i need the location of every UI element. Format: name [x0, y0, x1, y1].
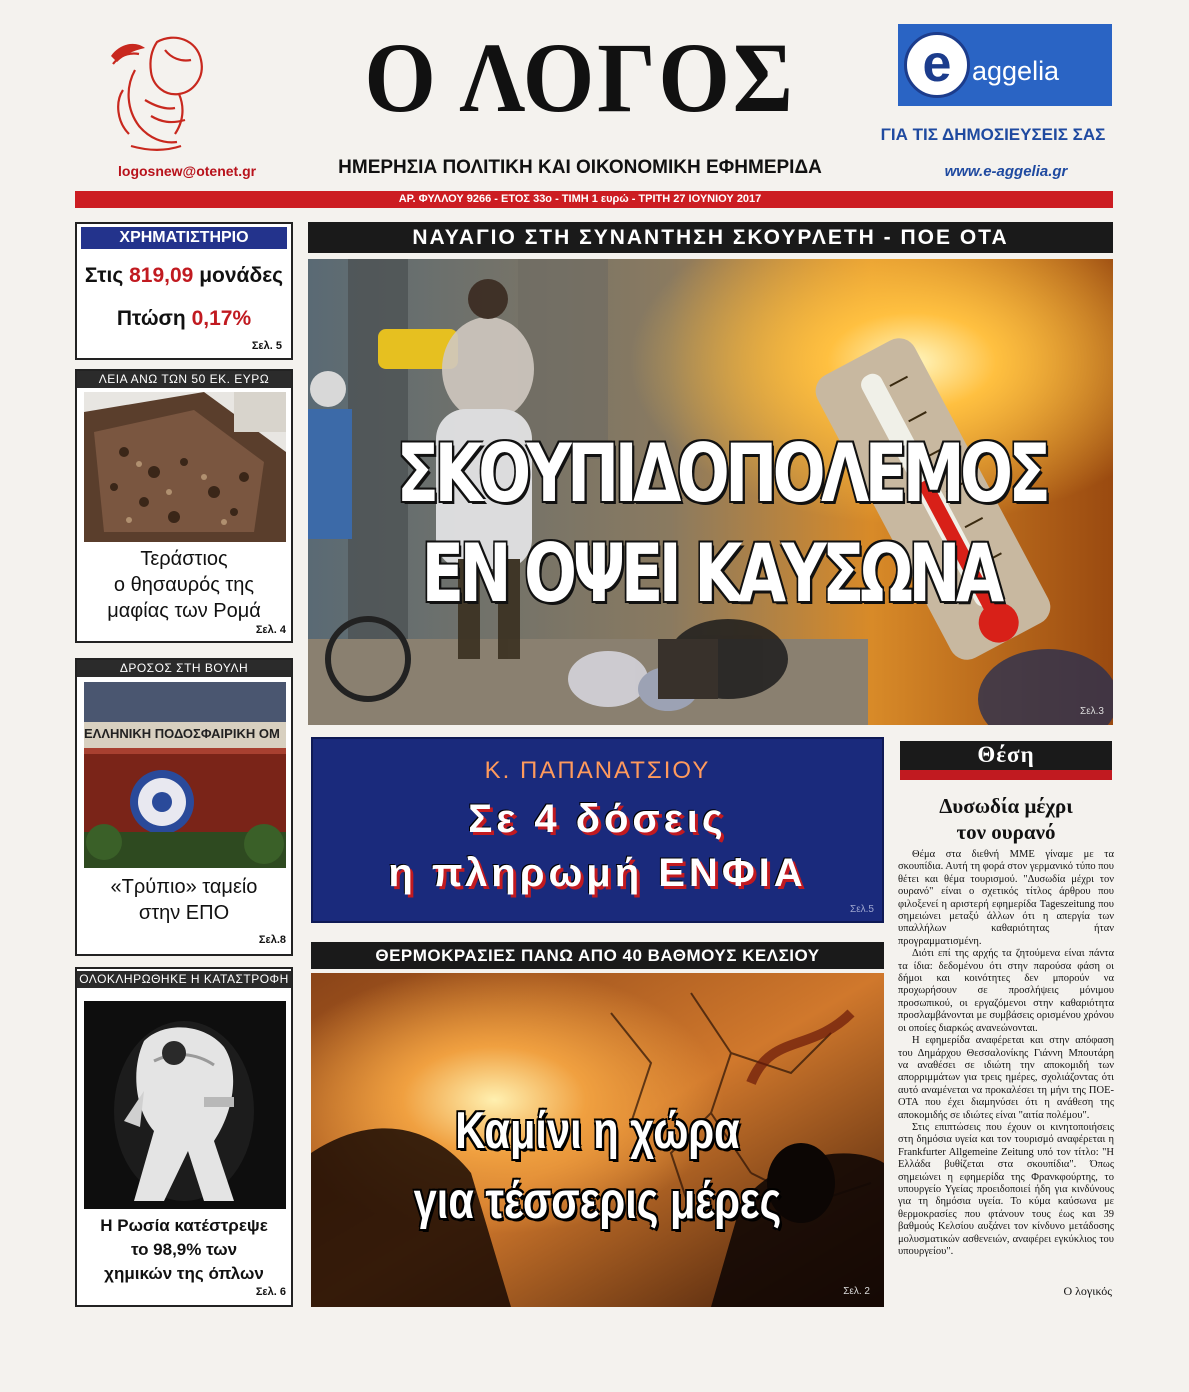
newspaper-title: Ο ΛΟΓΟΣ: [364, 22, 796, 133]
lead-headline-line-2: ΕΝ ΟΨΕΙ ΚΑΥΣΩΝΑ: [421, 527, 1000, 620]
eaggelia-logo-icon: e: [904, 32, 970, 98]
russia-story-title: [80, 1214, 288, 1286]
lead-headline-line-1: ΣΚΟΥΠΙΔΟΠΟΛΕΜΟΣ: [396, 427, 1047, 520]
opinion-signature: Ο λογικός: [1063, 1284, 1112, 1298]
epo-building-sign: ΕΛΛΗΝΙΚΗ ΠΟΔΟΣΦΑΙΡΙΚΗ ΟΜ: [84, 726, 280, 741]
newspaper-subtitle: ΗΜΕΡΗΣΙΑ ΠΟΛΙΤΙΚΗ ΚΑΙ ΟΙΚΟΝΟΜΙΚΗ ΕΦΗΜΕΡΙΔΑ: [338, 157, 822, 178]
eaggelia-ad-caption: ΓΙΑ ΤΙΣ ΔΗΜΟΣΙΕΥΣΕΙΣ ΣΑΣ: [880, 125, 1106, 144]
heat-headline-line-2: για τέσσερις μέρες: [413, 1172, 782, 1230]
opinion-paragraph: Στις επιπτώσεις που έχουν οι κινητοποιήσεις στη δημόσια υγεία και τον τουρισμό αναφέρεται η Frankfurter Allgemeine Zeitung υπό τον τίτλο: "Η Ελλάδα βυθίζεται στα σκουπίδια". Όπως σημειώνει η εφημερίδα της Φρανκφούρτης, το υπουργείο Υγείας προειδοποιεί ήδη για κινδύνους για τη δημόσια υγεία. Το κύμα καύσωνα με θερμοκρασίες που φτάνουν τους έως και 39 βαθμούς Κελσίου αυξάνει τον κίνδυνο μετάδοσης μολυσματικών ασθενειών, αναφέρει εγκύκλιος του υπουργείου".: [898, 1121, 1114, 1257]
stock-points-pre: Στις: [84, 264, 124, 287]
opinion-title-line-1: Δυσωδία μέχρι: [939, 794, 1073, 818]
russia-title-line-3: χημικών της όπλων: [104, 1264, 264, 1283]
stock-points-value: 819,09: [129, 264, 194, 287]
roma-title-line-3: μαφίας των Ρομά: [107, 600, 261, 622]
opinion-label: Θέση: [977, 742, 1035, 767]
russia-title-line-2: το 98,9% των: [130, 1240, 238, 1259]
epo-title-line-2: στην ΕΠΟ: [138, 902, 230, 924]
enfia-headline-line-1: Σε 4 δόσεις: [468, 797, 727, 841]
heat-page-ref: Σελ. 2: [843, 1286, 870, 1297]
epo-story-kicker: ΔΡΟΣΟΣ ΣΤΗ ΒΟΥΛΗ: [77, 660, 291, 677]
russia-story-kicker: ΟΛΟΚΛΗΡΩΘΗΚΕ Η ΚΑΤΑΣΤΡΟΦΗ: [77, 971, 291, 988]
lead-story-headline: [396, 424, 1047, 624]
enfia-story-kicker: Κ. ΠΑΠΑΝΑΤΣΙΟΥ: [484, 757, 711, 784]
issue-info-text: ΑΡ. ΦΥΛΛΟΥ 9266 - ΕΤΟΣ 33ο - ΤΙΜΗ 1 ευρώ - ΤΡΙΤΗ 27 ΙΟΥΝΙΟΥ 2017: [398, 193, 762, 205]
lead-story-kicker-bar: ΝΑΥΑΓΙΟ ΣΤΗ ΣΥΝΑΝΤΗΣΗ ΣΚΟΥΡΛΕΤΗ - ΠΟΕ ΟΤΑ: [308, 222, 1113, 253]
heat-headline-line-1: Καμίνι η χώρα: [455, 1102, 740, 1160]
epo-page-ref: Σελ.8: [258, 934, 286, 946]
epo-building-photo: [84, 682, 286, 868]
opinion-label-accent: [900, 770, 1112, 780]
stock-points-post: μονάδες: [199, 264, 284, 287]
stock-change-pre: Πτώση: [116, 307, 186, 330]
epo-story-title: [80, 874, 288, 926]
roma-treasure-photo: [84, 392, 286, 542]
lead-story-page-ref: Σελ.3: [1080, 706, 1104, 717]
chemical-weapons-photo: [84, 1001, 286, 1209]
russia-page-ref: Σελ. 6: [255, 1286, 286, 1298]
stock-points-line: [82, 264, 286, 288]
roma-story-title: [80, 546, 288, 624]
eaggelia-ad-url: www.e-aggelia.gr: [944, 163, 1068, 180]
enfia-page-ref: Σελ.5: [850, 904, 874, 915]
opinion-paragraph: Θέμα στα διεθνή ΜΜΕ γίναμε με τα σκουπίδια. Αυτή τη φορά στον γερμανικό τύπο που θέτει και θέμα τουρισμού. "Δυσωδία μέχρι τον ουρανό" είναι ο σχετικός τίτλος άρθρου που φιλοξενεί η αριστερή εφημερίδα Tageszeitung που σημειώνει μεταξύ άλλων ότι η απεργία των υπαλλήλων καθαριότητας ήταν προγραμματισμένη.: [898, 849, 1114, 947]
opinion-paragraph: Διότι επί της αρχής τα ζητούμενα είναι πάντα τα ίδια: δεδομένου ότι στην παρούσα φάση οι δήμοι και κοινότητες δεν μπορούν να προχωρήσουν σε προσλήψεις μόνιμου προσωπικού, οι εργαζόμενοι στην καθαριότητα προσλαμβάνονται με συμβάσεις ορισμένου χρόνου οι οποίες διαρκώς ανανεώνονται.: [898, 948, 1114, 1034]
newspaper-emblem-logo: [105, 30, 225, 155]
opinion-title-line-2: τον ουρανό: [956, 820, 1056, 844]
opinion-paragraph: Η εφημερίδα αναφέρεται και στην απόφαση του Δημάρχου Θεσσαλονίκης Γιάννη Μπουτάρη να αναθέσει σε ιδιώτη την αποκομιδή των απορριμμάτων για τρεις ημέρες, σχολιάζοντας ότι αυτό αναμένεται να προκαλέσει τη μήνι της ΠΟΕ-ΟΤΑ που έχει διαμηνύσει ότι η ανάθεση της αποκομιδής σε ιδιώτες είναι "αιτία πολέμου".: [898, 1035, 1114, 1121]
opinion-body: [898, 849, 1114, 1258]
stock-change-line: [82, 307, 286, 331]
roma-story-kicker: ΛΕΙΑ ΑΝΩ ΤΩΝ 50 ΕΚ. ΕΥΡΩ: [77, 371, 291, 388]
stock-market-header: ΧΡΗΜΑΤΙΣΤΗΡΙΟ: [81, 227, 287, 249]
opinion-title: [898, 793, 1114, 845]
epo-title-line-1: «Τρύπιο» ταμείο: [110, 876, 258, 898]
eaggelia-ad-word: aggelia: [972, 56, 1060, 86]
heat-story-kicker-bar: ΘΕΡΜΟΚΡΑΣΙΕΣ ΠΑΝΩ ΑΠΟ 40 ΒΑΘΜΟΥΣ ΚΕΛΣΙΟΥ: [311, 942, 884, 969]
roma-title-line-2: ο θησαυρός της: [113, 574, 255, 596]
roma-page-ref: Σελ. 4: [255, 624, 286, 636]
roma-title-line-1: Τεράστιος: [140, 548, 228, 570]
stock-page-ref: Σελ. 5: [251, 340, 282, 352]
contact-email: logosnew@otenet.gr: [118, 163, 257, 179]
enfia-headline-line-2: η πληρωμή ΕΝΦΙΑ: [388, 851, 807, 895]
russia-title-line-1: Η Ρωσία κατέστρεψε: [100, 1216, 268, 1235]
stock-change-value: 0,17%: [191, 307, 252, 330]
